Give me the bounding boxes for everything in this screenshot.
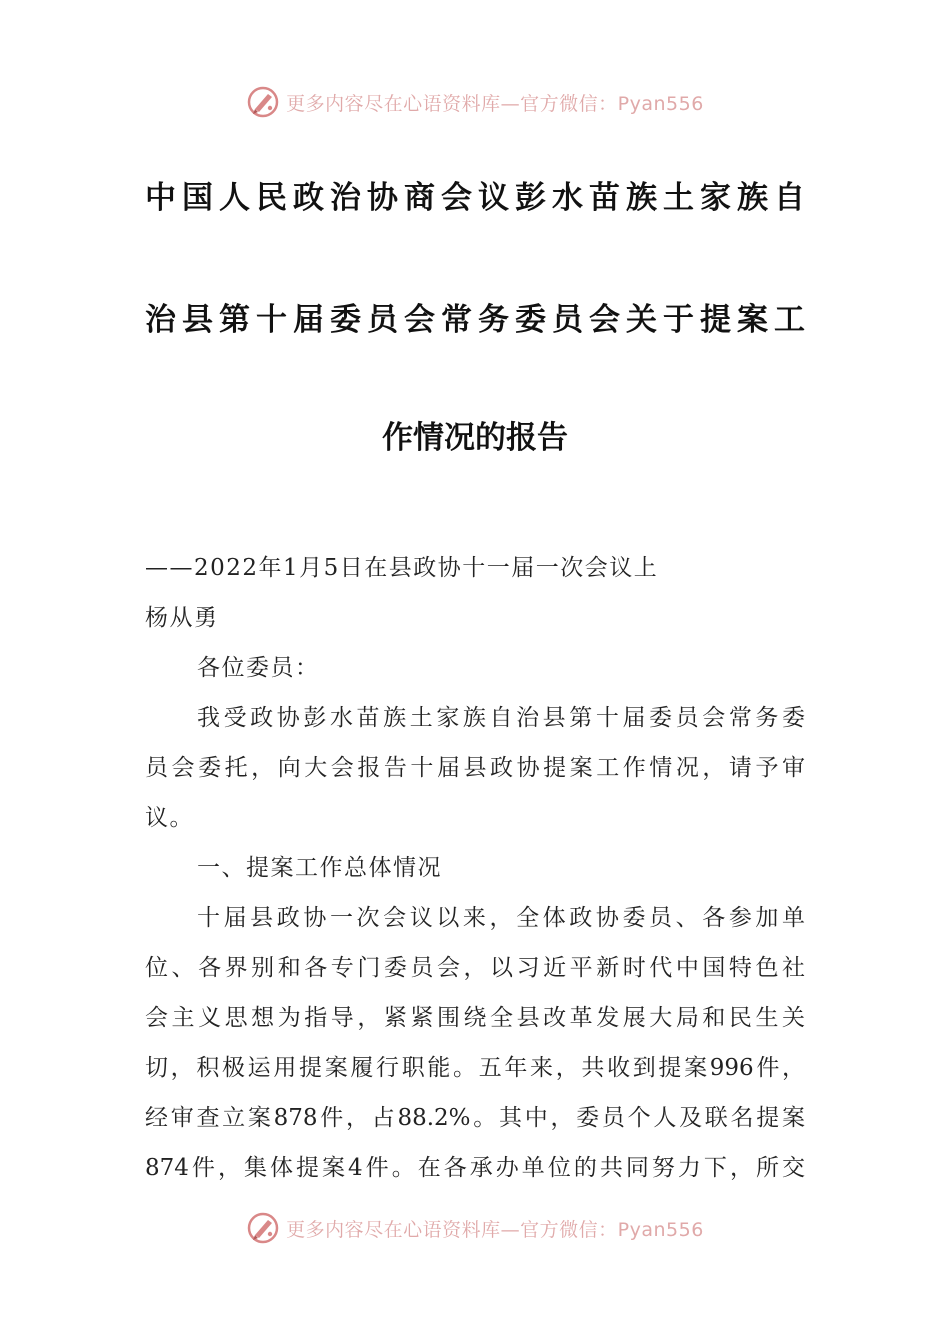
pen-in-circle-icon bbox=[246, 85, 280, 119]
pen-in-circle-icon bbox=[246, 1211, 280, 1245]
paragraph-line: 十届县政协一次会议以来，全体政协委员、各参加单 bbox=[197, 905, 805, 931]
document-title-line-2: 治县第十届委员会常务委员会关于提案工 bbox=[145, 302, 805, 338]
paragraph-line: 会主义思想为指导，紧紧围绕全县改革发展大局和民生关 bbox=[145, 1005, 805, 1031]
paragraph-line: 874件，集体提案4件。在各承办单位的共同努力下，所交 bbox=[145, 1155, 805, 1181]
author-name: 杨从勇 bbox=[145, 605, 219, 631]
date-line: ——2022年1月5日在县政协十一届一次会议上 bbox=[145, 555, 659, 581]
paragraph-line: 我受政协彭水苗族土家族自治县第十届委员会常务委 bbox=[197, 705, 805, 731]
watermark-text: 更多内容尽在心语资料库—官方微信：Pyan556 bbox=[286, 92, 704, 115]
watermark-text: 更多内容尽在心语资料库—官方微信：Pyan556 bbox=[286, 1218, 704, 1241]
paragraph-line: 切，积极运用提案履行职能。五年来，共收到提案996件， bbox=[145, 1055, 805, 1081]
paragraph-line: 员会委托，向大会报告十届县政协提案工作情况，请予审 bbox=[145, 755, 805, 781]
document-title-line-1: 中国人民政治协商会议彭水苗族土家族自 bbox=[145, 180, 805, 216]
watermark-header bbox=[0, 82, 950, 122]
section-heading: 一、提案工作总体情况 bbox=[197, 855, 442, 881]
document-title-line-3: 作情况的报告 bbox=[382, 420, 568, 456]
paragraph-line: 议。 bbox=[145, 805, 194, 831]
paragraph-line: 经审查立案878件，占88.2%。其中，委员个人及联名提案 bbox=[145, 1105, 805, 1131]
salutation: 各位委员： bbox=[197, 655, 320, 681]
paragraph-line: 位、各界别和各专门委员会，以习近平新时代中国特色社 bbox=[145, 955, 805, 981]
watermark-footer bbox=[0, 1208, 950, 1248]
